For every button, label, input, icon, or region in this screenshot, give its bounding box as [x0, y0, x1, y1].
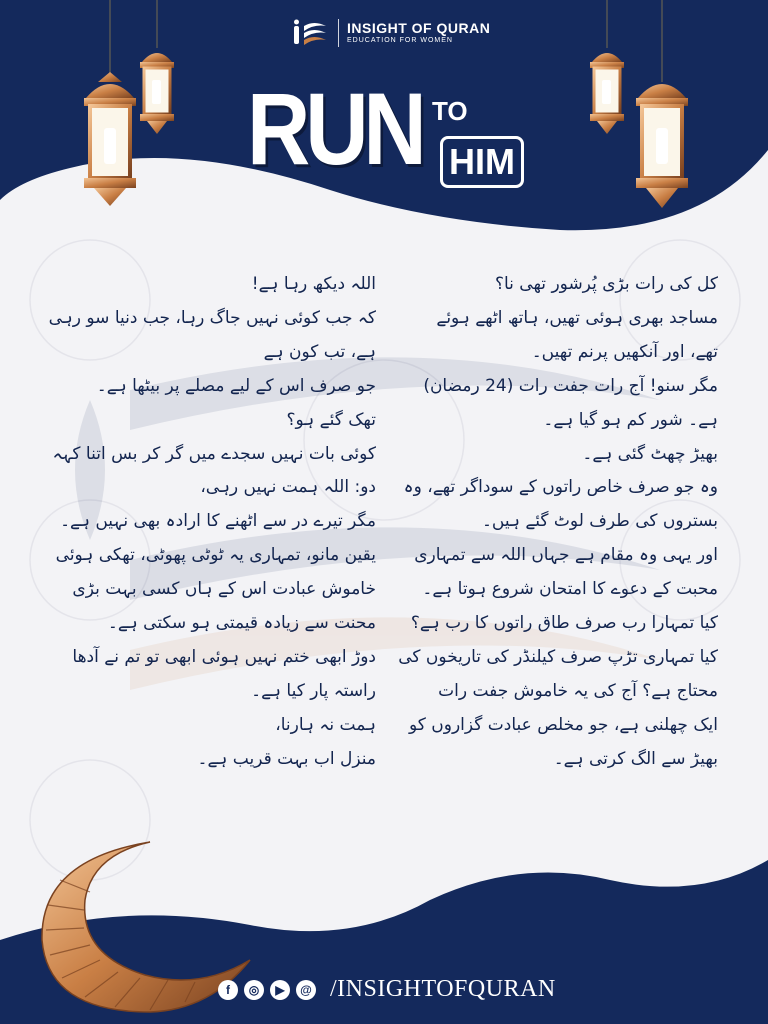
text-line: خاموش عبادت اس کے ہاں کسی بہت بڑی	[72, 579, 376, 600]
text-line: تھے، اور آنکھیں پرنم تھیں۔	[531, 341, 718, 362]
title-him: HIM	[440, 136, 524, 188]
text-line: محتاج ہے؟ آج کی یہ خاموش جفت رات	[438, 680, 718, 701]
title-to: TO	[432, 96, 468, 126]
text-line: یقین مانو، تمہاری یہ ٹوٹی پھوٹی، تھکی ہوئی	[55, 545, 376, 566]
text-line: مگر سنو! آج رات جفت رات (24 رمضان)	[423, 375, 718, 396]
text-column-right	[378, 268, 718, 777]
instagram-icon[interactable]: ◎	[244, 980, 264, 1000]
text-line: بھیڑ سے الگ کرتی ہے۔	[553, 748, 718, 769]
text-line: کیا تمہارا رب صرف طاق راتوں کا رب ہے؟	[410, 613, 718, 634]
text-line: کل کی رات بڑی پُرشور تھی نا؟	[494, 274, 718, 294]
text-line: اور یہی وہ مقام ہے جہاں اللہ سے تمہاری	[414, 545, 718, 566]
title-run: RUN	[247, 72, 422, 186]
text-column-left	[36, 268, 376, 777]
text-line: محنت سے زیادہ قیمتی ہو سکتی ہے۔	[107, 613, 376, 634]
brand-divider	[338, 19, 339, 47]
brand-header	[290, 18, 490, 48]
text-line: مگر تیرے در سے اٹھنے کا ارادہ بھی نہیں ہے۔	[60, 511, 376, 532]
text-line: راستہ پار کیا ہے۔	[251, 680, 376, 701]
text-line: ہے۔ شور کم ہو گیا ہے۔	[543, 409, 718, 430]
threads-icon[interactable]: @	[296, 980, 316, 1000]
text-line: بستروں کی طرف لوٹ گئے ہیں۔	[481, 511, 718, 532]
text-line: دو: اللہ ہمت نہیں رہی،	[200, 477, 376, 498]
text-line: دوڑ ابھی ختم نہیں ہوئی ابھی تو تم نے آدھا	[72, 646, 376, 667]
text-line: منزل اب بہت قریب ہے۔	[197, 748, 376, 769]
text-line: کیا تمہاری تڑپ صرف کیلنڈر کی تاریخوں کی	[398, 646, 718, 667]
text-line: تھک گئے ہو؟	[286, 409, 376, 430]
text-line: ہے، تب کون ہے	[263, 341, 376, 362]
youtube-icon[interactable]: ▶	[270, 980, 290, 1000]
text-line: مساجد بھری ہوئی تھیں، ہاتھ اٹھے ہوئے	[436, 307, 718, 328]
text-line: بھیڑ چھٹ گئی ہے۔	[582, 443, 718, 464]
text-line: ایک چھلنی ہے، جو مخلص عبادت گزاروں کو	[408, 714, 718, 735]
footer-social	[218, 976, 556, 1003]
text-line: محبت کے دعوے کا امتحان شروع ہوتا ہے۔	[422, 579, 718, 600]
social-handle[interactable]: /INSIGHTOFQURAN	[330, 976, 556, 1002]
text-line: ہمت نہ ہارنا،	[275, 714, 376, 735]
facebook-icon[interactable]: f	[218, 980, 238, 1000]
insight-logo-icon	[290, 18, 330, 48]
text-line: کوئی بات نہیں سجدے میں گر کر بس اتنا کہہ	[52, 443, 376, 464]
text-line: اللہ دیکھ رہا ہے!	[251, 274, 376, 294]
text-line: وہ جو صرف خاص راتوں کے سوداگر تھے، وہ	[403, 477, 718, 498]
text-line: جو صرف اس کے لیے مصلے پر بیٹھا ہے۔	[96, 375, 376, 396]
text-line: کہ جب کوئی نہیں جاگ رہا، جب دنیا سو رہی	[48, 307, 376, 328]
brand-tagline: EDUCATION FOR WOMEN	[347, 37, 453, 44]
brand-name: INSIGHT OF QURAN	[347, 20, 491, 36]
